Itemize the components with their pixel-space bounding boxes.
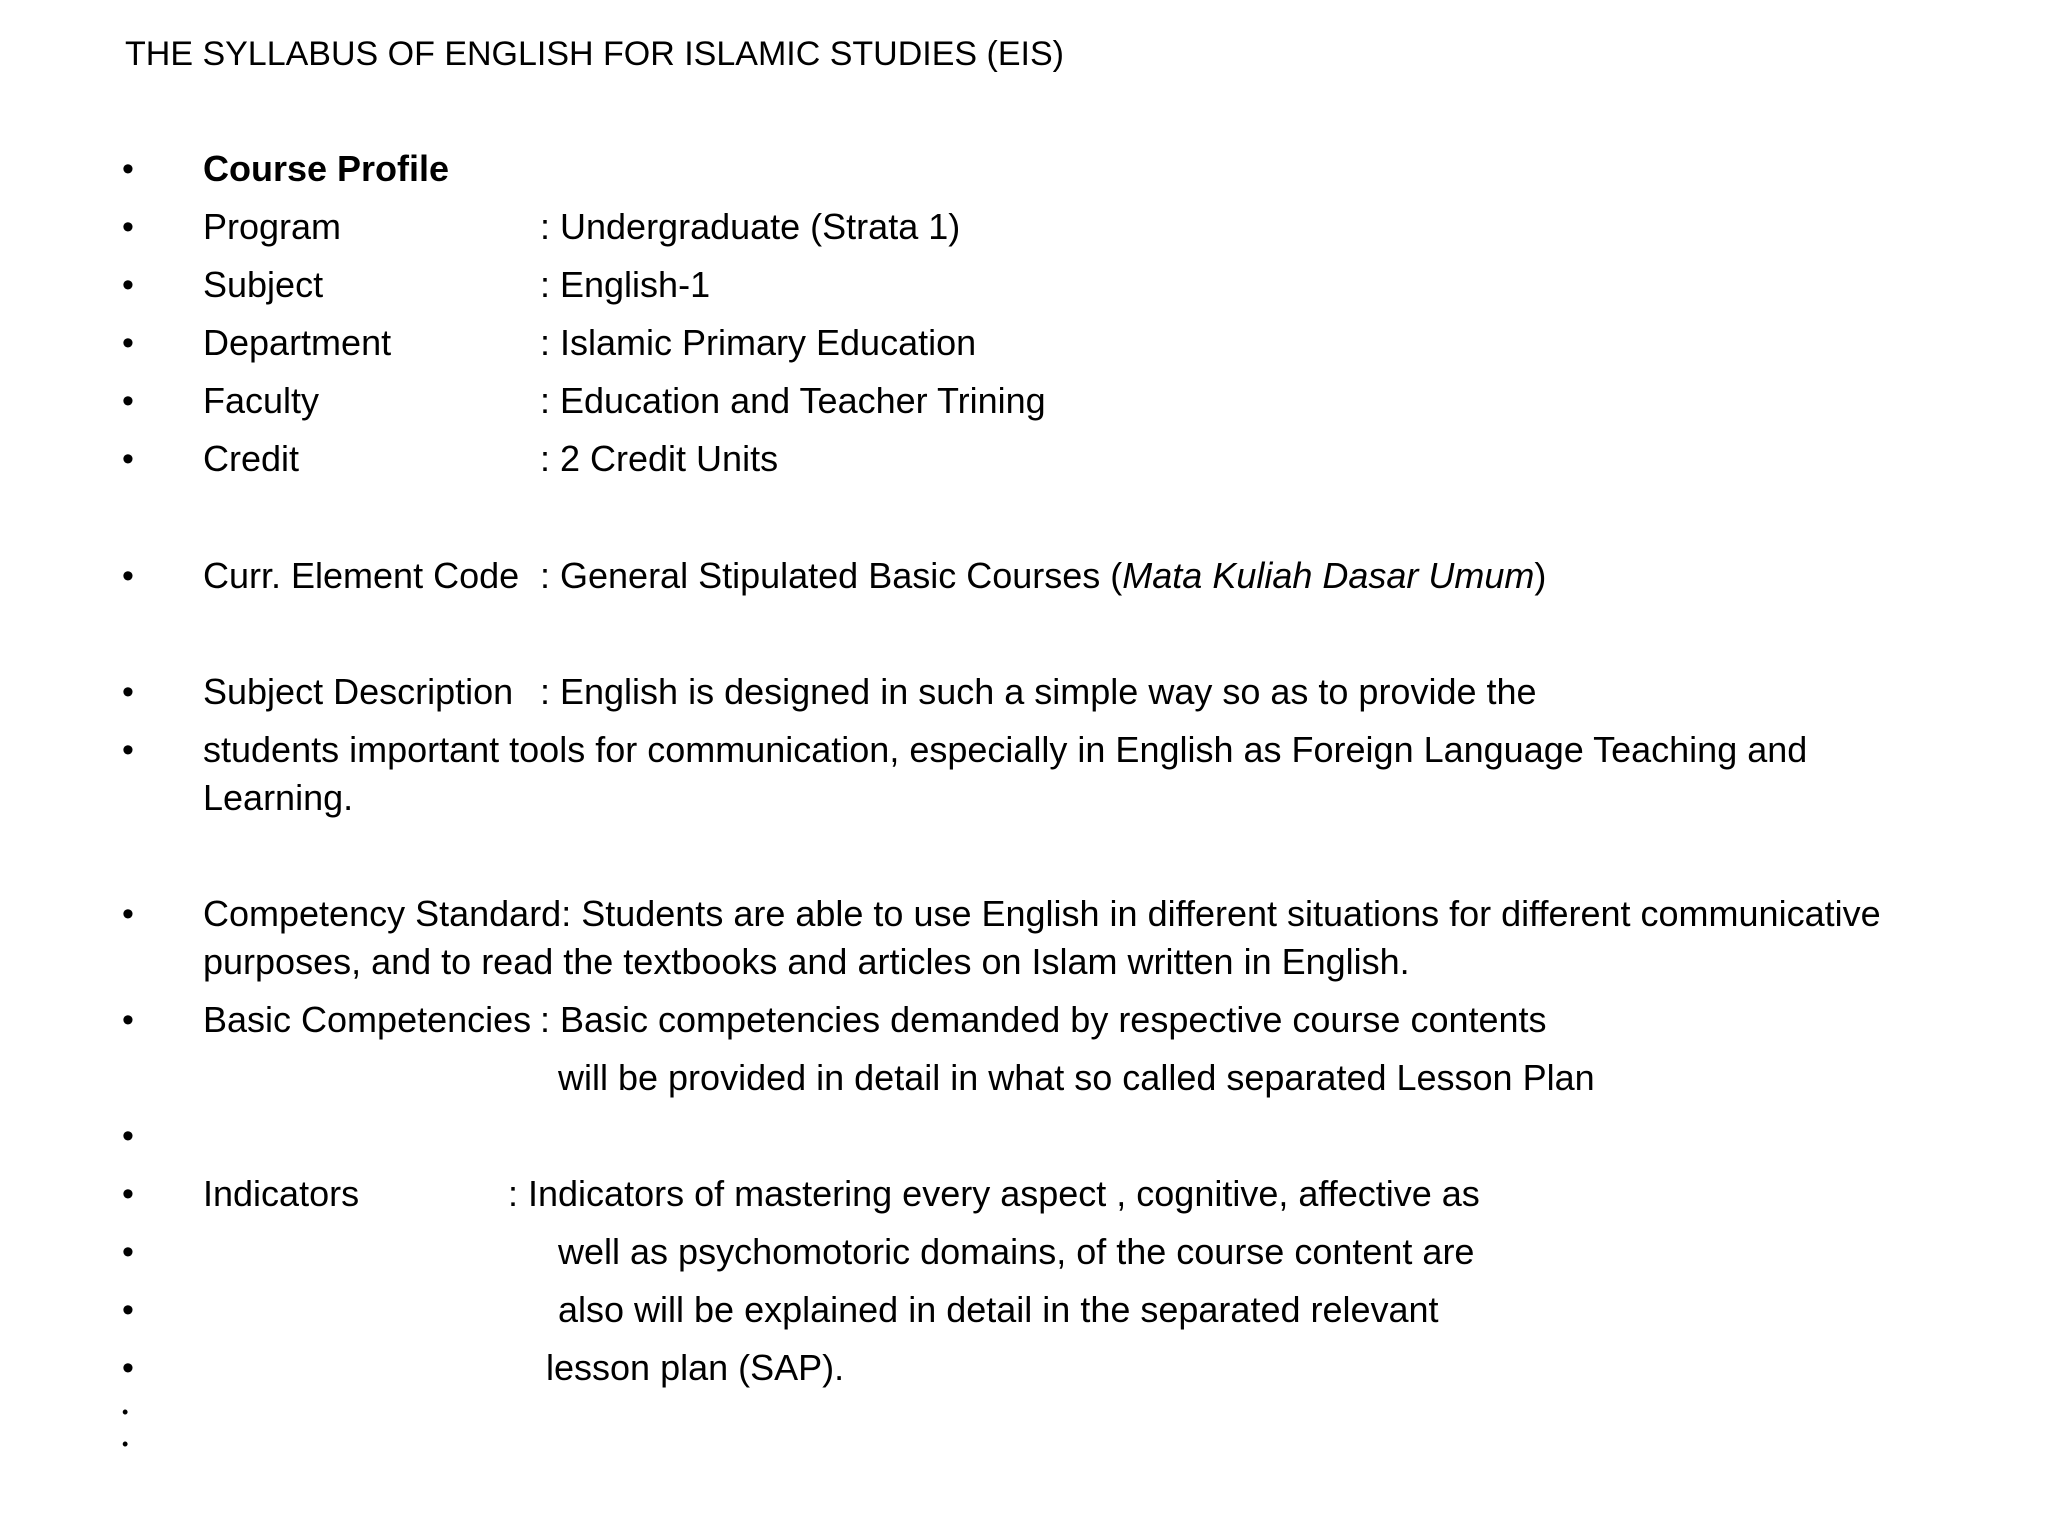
indicators-label: Indicators [203,1173,360,1214]
subject-value: : English-1 [540,264,711,305]
program-value: : Undergraduate (Strata 1) [540,206,961,247]
indicators-line2: well as psychomotoric domains, of the course content are [558,1231,1475,1272]
indicators-value: : Indicators of mastering every aspect , cognitive, affective as [508,1173,1480,1214]
subject-description-value: : English is designed in such a simple way so as to provide the [540,671,1537,712]
list-item-trailing-1 [0,1400,2048,1424]
bullet-icon: • [122,266,134,304]
subject-label: Subject [203,264,324,305]
bullet-icon: • [122,731,134,769]
bullet-icon: • [122,324,134,362]
bullet-icon: • [122,1001,134,1039]
basic-competencies-continuation: will be provided in detail in what so called separated Lesson Plan [558,1057,1595,1098]
program-label: Program [203,206,342,247]
bullet-icon: • [122,382,134,420]
bullet-icon: • [122,440,134,478]
indicators-line3: also will be explained in detail in the separated relevant [558,1289,1439,1330]
bullet-icon: • [122,1291,134,1329]
curr-element-value-prefix: : General Stipulated Basic Courses ( [540,555,1123,596]
bullet-icon: • [122,1349,134,1387]
bullet-icon: • [122,1233,134,1271]
bullet-icon: • [122,673,134,711]
bullet-icon: • [122,557,134,595]
bullet-icon: • [122,1402,129,1422]
course-profile-heading: Course Profile [203,148,450,189]
list-item-trailing-2 [0,1432,2048,1456]
curr-element-value [540,552,1546,600]
credit-value: : 2 Credit Units [540,438,779,479]
bullet-icon: • [122,208,134,246]
subject-description-continuation: students important tools for communication, especially in English as Foreign Language Teaching and Learning. [203,729,1808,818]
department-value: : Islamic Primary Education [540,322,977,363]
bullet-icon: • [122,1117,134,1155]
bullet-icon: • [122,895,134,933]
bullet-icon: • [122,1434,129,1454]
faculty-value: : Education and Teacher Trining [540,380,1046,421]
basic-competencies-value: : Basic competencies demanded by respective course contents [540,999,1547,1040]
faculty-label: Faculty [203,380,320,421]
curr-element-value-italic: Mata Kuliah Dasar Umum [1122,555,1535,596]
credit-label: Credit [203,438,300,479]
subject-description-label: Subject Description [203,671,514,712]
competency-standard-text: Competency Standard: Students are able to use English in different situations for different communicative purposes, and to read the textbooks and articles on Islam written in English. [203,893,1881,982]
page-title: THE SYLLABUS OF ENGLISH FOR ISLAMIC STUDIES (EIS) [125,35,1064,73]
department-label: Department [203,322,392,363]
bullet-icon: • [122,150,134,188]
bullet-icon: • [122,1175,134,1213]
indicators-line4: lesson plan (SAP). [546,1347,845,1388]
curr-element-value-suffix: ) [1534,555,1547,596]
curr-element-label: Curr. Element Code [203,555,520,596]
basic-competencies-label: Basic Competencies [203,999,532,1040]
